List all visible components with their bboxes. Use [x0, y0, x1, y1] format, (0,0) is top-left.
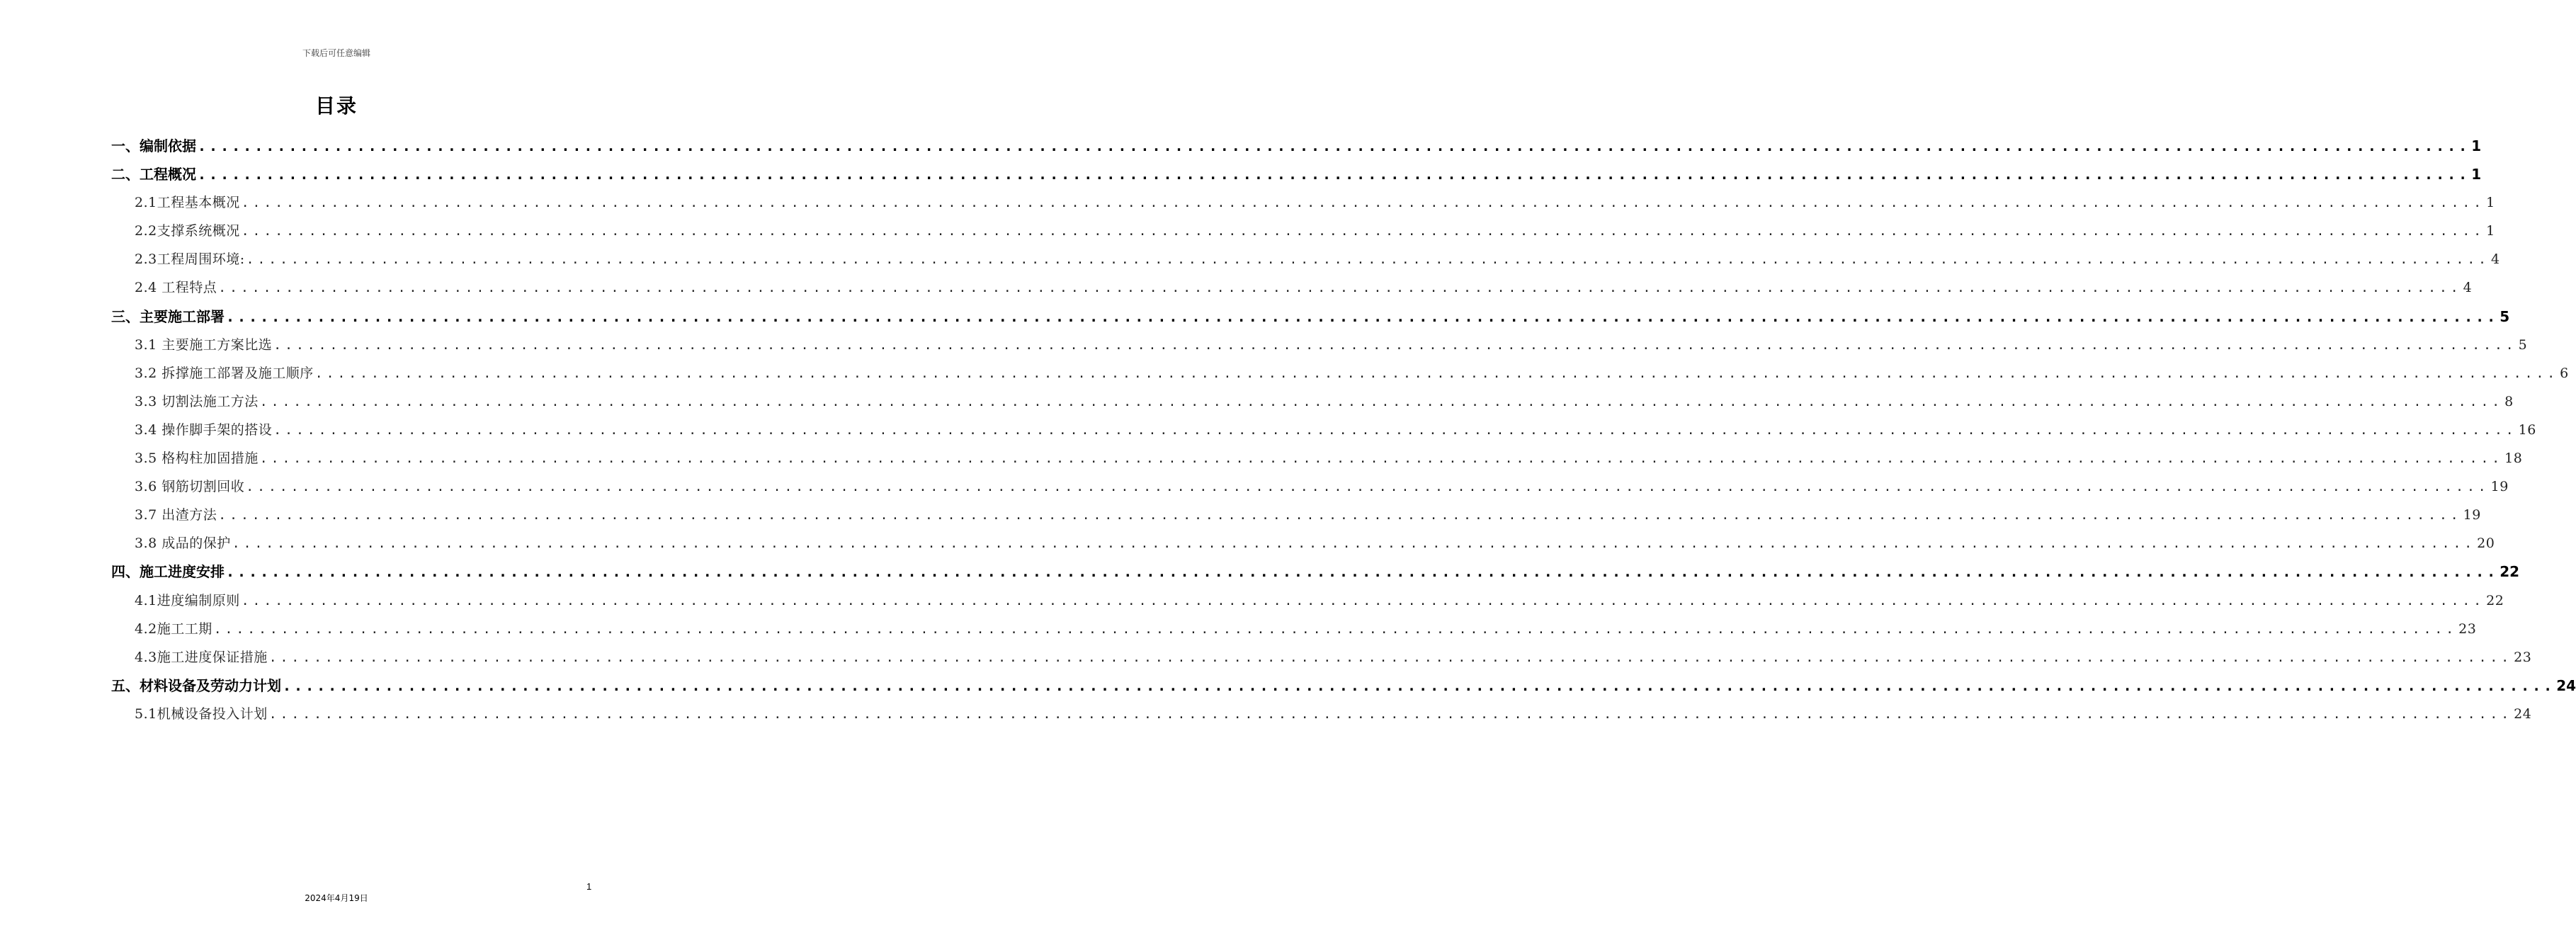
toc-entry[interactable]: [111, 188, 2495, 217]
toc-entry[interactable]: [111, 501, 2481, 529]
toc-dot-leader: ........................................................................................................................................................................................................: [273, 337, 2517, 353]
toc-entry-label: 3.2 拆撑施工部署及施工顺序: [135, 365, 314, 381]
toc-dot-leader: ........................................................................................................................................................................................................: [213, 621, 2458, 637]
toc-entry[interactable]: [111, 472, 2509, 501]
toc-dot-leader: ........................................................................................................................................................................................................: [232, 536, 2476, 552]
footer-date: 2024年4月19日: [305, 893, 368, 903]
toc-dot-leader: ........................................................................................................................................................................................................: [273, 422, 2517, 438]
toc-entry-label: 2.3工程周围环境:: [135, 251, 245, 268]
table-of-contents: [111, 132, 2576, 728]
toc-entry[interactable]: [111, 529, 2495, 557]
toc-dot-leader: ........................................................................................................................................................................................................: [241, 224, 2485, 239]
toc-entry-page: 23: [2514, 649, 2532, 665]
toc-dot-leader: ........................................................................................................................................................................................................: [198, 137, 2470, 154]
toc-entry-page: 19: [2463, 507, 2481, 523]
toc-entry-page: 1: [2486, 195, 2495, 211]
toc-entry-label: 一、编制依据: [111, 137, 196, 154]
toc-entry[interactable]: [111, 331, 2528, 359]
toc-entry[interactable]: [111, 586, 2504, 615]
toc-dot-leader: ........................................................................................................................................................................................................: [314, 366, 2559, 381]
toc-entry[interactable]: [111, 273, 2473, 302]
toc-entry[interactable]: [111, 672, 2576, 700]
toc-entry-label: 3.1 主要施工方案比选: [135, 336, 273, 353]
toc-entry-page: 1: [2471, 166, 2482, 183]
toc-dot-leader: ........................................................................................................................................................................................................: [218, 508, 2462, 523]
toc-dot-leader: ........................................................................................................................................................................................................: [268, 706, 2513, 722]
header-note: 下载后可任意编辑: [302, 48, 370, 58]
toc-entry-page: 23: [2458, 620, 2477, 637]
toc-entry-page: 19: [2490, 479, 2509, 495]
toc-entry-label: 5.1机械设备投入计划: [135, 706, 268, 722]
toc-entry[interactable]: [111, 359, 2569, 387]
toc-dot-leader: ........................................................................................................................................................................................................: [241, 593, 2485, 608]
toc-entry-page: 16: [2518, 421, 2536, 438]
toc-entry-page: 5: [2500, 307, 2510, 325]
toc-entry-page: 22: [2486, 592, 2504, 608]
toc-dot-leader: ........................................................................................................................................................................................................: [283, 676, 2555, 694]
toc-entry[interactable]: [111, 160, 2482, 188]
toc-entry[interactable]: [111, 444, 2523, 472]
toc-dot-leader: ........................................................................................................................................................................................................: [268, 650, 2513, 665]
toc-entry[interactable]: [111, 217, 2495, 245]
toc-dot-leader: ........................................................................................................................................................................................................: [218, 280, 2462, 296]
toc-entry-label: 2.4 工程特点: [135, 280, 217, 296]
toc-title: 目录: [314, 94, 358, 118]
toc-entry-label: 五、材料设备及劳动力计划: [111, 676, 281, 694]
toc-entry-page: 6: [2560, 365, 2569, 381]
toc-entry-page: 20: [2477, 536, 2495, 552]
toc-entry-label: 3.5 格构柱加固措施: [135, 450, 259, 467]
toc-entry-label: 3.6 钢筋切割回收: [135, 479, 245, 495]
toc-entry-label: 4.2施工工期: [135, 620, 212, 637]
toc-entry[interactable]: [111, 557, 2520, 586]
toc-entry-page: 5: [2518, 336, 2528, 353]
toc-entry[interactable]: [111, 643, 2532, 672]
toc-entry-label: 4.3施工进度保证措施: [135, 649, 268, 665]
toc-dot-leader: ........................................................................................................................................................................................................: [246, 480, 2490, 495]
toc-entry[interactable]: [111, 700, 2532, 728]
toc-entry-page: 4: [2463, 280, 2473, 296]
toc-entry-page: 18: [2504, 450, 2523, 467]
toc-entry-page: 24: [2514, 706, 2532, 722]
toc-dot-leader: ........................................................................................................................................................................................................: [241, 196, 2485, 211]
toc-entry-label: 2.2支撑系统概况: [135, 223, 240, 239]
toc-entry[interactable]: [111, 302, 2510, 331]
toc-entry[interactable]: [111, 387, 2514, 416]
toc-entry-label: 二、工程概况: [111, 166, 196, 183]
toc-entry-label: 2.1工程基本概况: [135, 195, 240, 211]
toc-entry-label: 3.4 操作脚手架的搭设: [135, 421, 273, 438]
toc-dot-leader: ........................................................................................................................................................................................................: [226, 563, 2499, 581]
toc-entry-page: 4: [2491, 251, 2500, 268]
toc-dot-leader: ........................................................................................................................................................................................................: [259, 451, 2504, 467]
toc-entry[interactable]: [111, 416, 2536, 444]
toc-entry-label: 四、施工进度安排: [111, 563, 225, 581]
toc-entry[interactable]: [111, 615, 2477, 643]
toc-entry-page: 1: [2486, 223, 2495, 239]
toc-entry-label: 3.3 切割法施工方法: [135, 393, 259, 409]
toc-entry-page: 1: [2471, 137, 2482, 154]
toc-entry-page: 24: [2556, 676, 2576, 694]
toc-entry-label: 3.7 出渣方法: [135, 507, 217, 523]
toc-entry[interactable]: [111, 132, 2482, 160]
toc-entry-page: 22: [2500, 563, 2520, 581]
toc-dot-leader: ........................................................................................................................................................................................................: [246, 252, 2490, 268]
toc-entry[interactable]: [111, 245, 2500, 273]
toc-entry-label: 3.8 成品的保护: [135, 536, 231, 552]
toc-dot-leader: ........................................................................................................................................................................................................: [226, 307, 2499, 325]
page-number: 1: [586, 881, 592, 892]
toc-dot-leader: ........................................................................................................................................................................................................: [259, 394, 2504, 409]
toc-entry-page: 8: [2504, 393, 2514, 409]
toc-entry-label: 三、主要施工部署: [111, 307, 225, 325]
toc-entry-label: 4.1进度编制原则: [135, 592, 240, 608]
toc-dot-leader: ........................................................................................................................................................................................................: [198, 166, 2470, 183]
